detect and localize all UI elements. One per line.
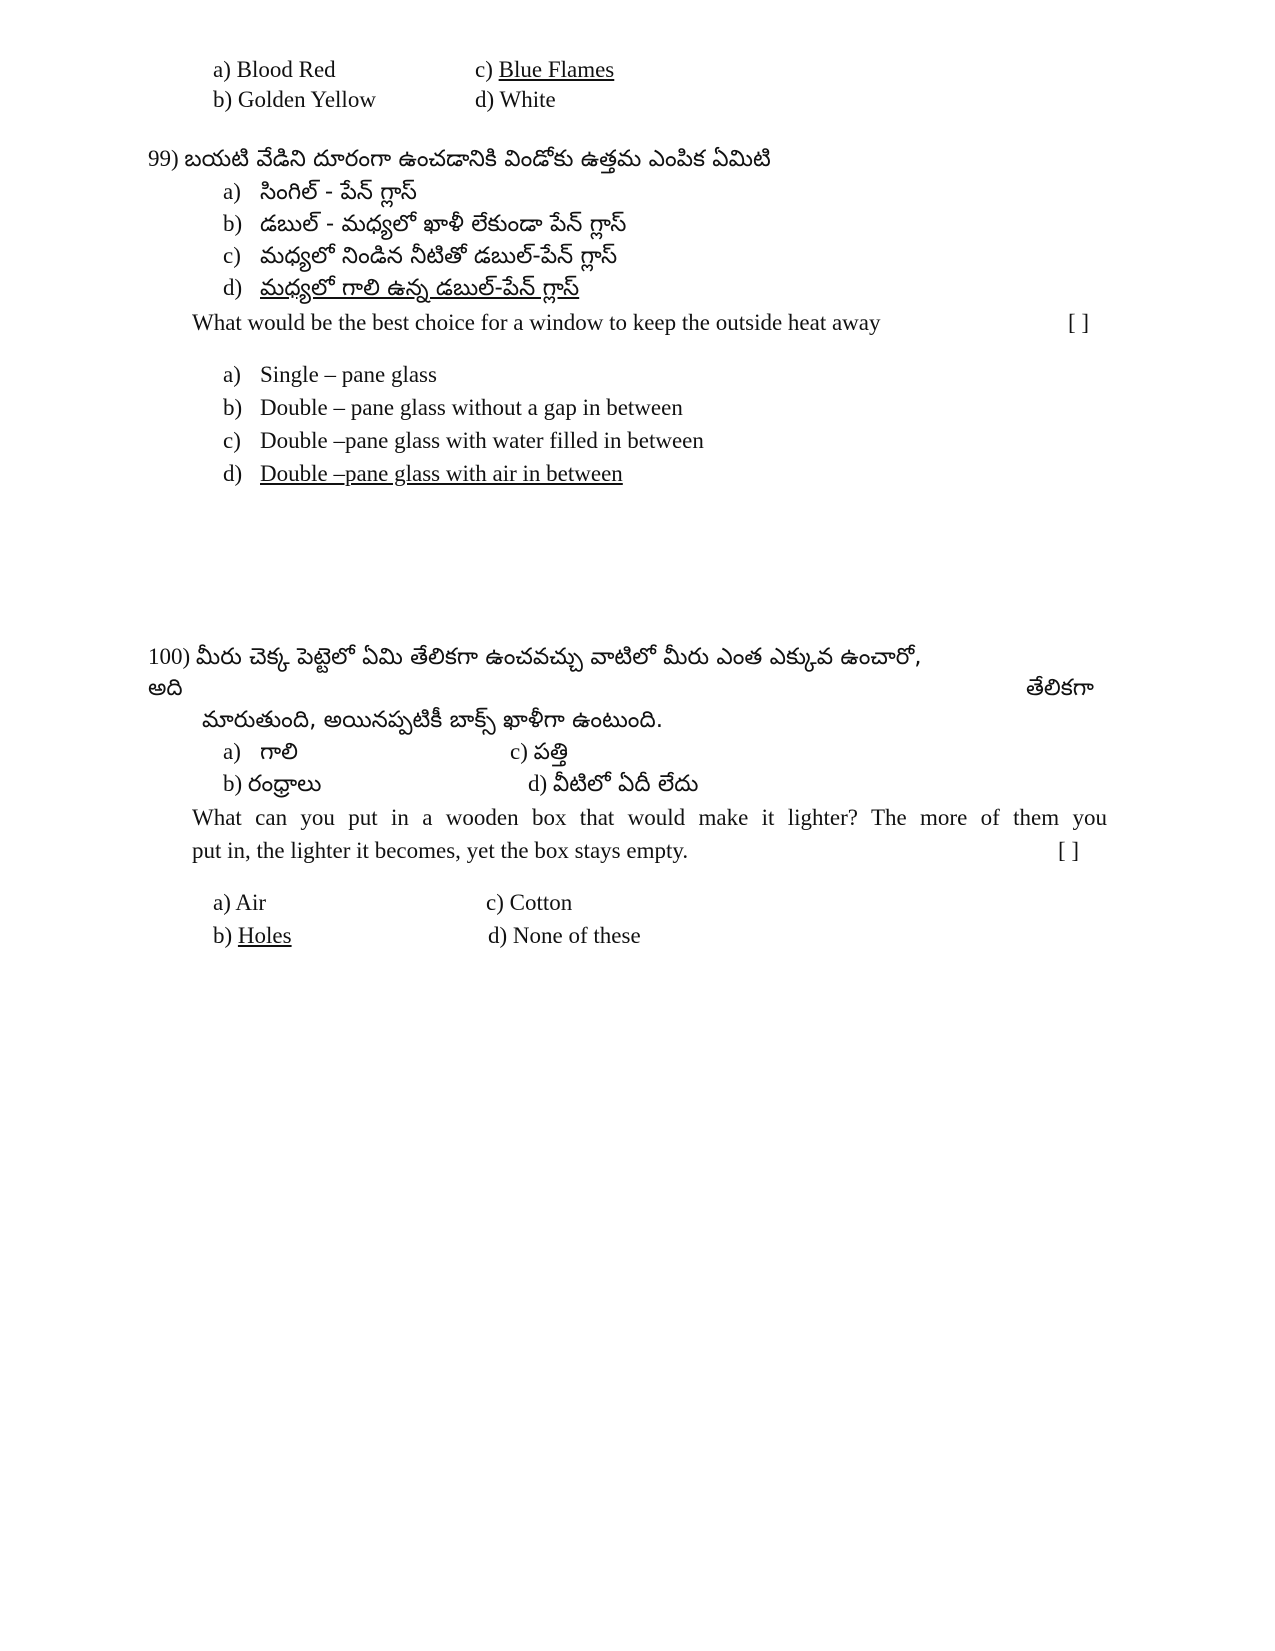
q99-telugu-question [148,144,771,174]
option-label: c) [223,243,241,268]
option-text: Single – pane glass [260,362,437,387]
question-text: బయటి వేడిని దూరంగా ఉంచడానికి విండోకు ఉత్తమ ఎంపిక ఏమిటి [184,146,771,172]
option-text: Cotton [509,890,573,915]
q99-english-option-c [223,426,704,456]
option-text-answer: మధ్యలో గాలి ఉన్న డబుల్-పేన్ గ్లాస్ [260,275,580,301]
q99-english-option-a [223,360,437,390]
option-label: b) [223,771,243,796]
option-label: a) [223,179,241,204]
q98-option-b [213,85,376,115]
q100-answer-bracket: [ ] [1058,838,1080,863]
option-label: a) [223,739,241,764]
q99-english-option-b [223,393,683,423]
q100-telugu-line3: మారుతుంది, అయినప్పటికీ బాక్స్ ఖాళీగా ఉంటుంది. [202,707,664,733]
option-text: Blood Red [236,57,336,82]
option-label: c) [486,890,504,915]
q100-telugu-option-b [223,769,321,799]
option-label: d) [223,461,243,486]
option-text: White [499,87,556,112]
option-label: a) [213,57,231,82]
q100-english-line2: put in, the lighter it becomes, yet the box stays empty. [192,838,689,863]
option-text: Air [235,890,267,915]
question-text: మీరు చెక్క పెట్టెలో ఏమి తేలికగా ఉంచవచ్చు వాటిలో మీరు ఎంత ఎక్కువ ఉంచారో, [195,644,922,670]
option-text: సింగిల్ - పేన్ గ్లాస్ [260,179,417,205]
option-text: None of these [512,923,641,948]
option-label: b) [213,923,233,948]
q100-telugu-option-d [528,769,698,799]
q99-telugu-option-c [223,241,617,271]
option-label: b) [223,211,243,236]
option-text: Golden Yellow [237,87,376,112]
question-number: 100) [148,644,191,669]
q100-english-option-b [213,921,292,951]
q99-telugu-option-b [223,209,626,239]
q100-english-line1: What can you put in a wooden box that would make it lighter? The more of them you [192,805,1107,830]
q99-answer-bracket: [ ] [1068,310,1090,335]
option-label: c) [510,739,528,764]
option-text: రంధ్రాలు [247,771,322,797]
q100-telugu-option-a [223,737,298,767]
q100-english-option-a [213,888,266,918]
option-text: మధ్యలో నిండిన నీటితో డబుల్-పేన్ గ్లాస్ [260,243,618,269]
option-label: d) [488,923,508,948]
q100-telugu-line2-left: అది [148,675,183,701]
option-text-answer: Blue Flames [498,57,615,82]
q99-telugu-option-a [223,177,417,207]
question-number: 99) [148,146,179,171]
option-text: డబుల్ - మధ్యలో ఖాళీ లేకుండా పేన్ గ్లాస్ [260,211,627,237]
option-label: d) [223,275,243,300]
q100-telugu-line1 [148,642,922,672]
option-text: పత్తి [533,739,568,765]
option-label: d) [475,87,495,112]
option-text-answer: Holes [237,923,292,948]
option-label: b) [223,395,243,420]
q98-option-c [475,55,614,85]
option-label: a) [223,362,241,387]
option-label: c) [223,428,241,453]
option-label: a) [213,890,231,915]
q99-english-question: What would be the best choice for a window to keep the outside heat away [192,310,881,335]
q100-english-option-c [486,888,572,918]
option-text-answer: Double –pane glass with air in between [260,461,623,486]
q100-english-option-d [488,921,641,951]
q99-english-option-d [223,459,623,489]
option-label: b) [213,87,233,112]
option-label: d) [528,771,548,796]
q100-telugu-line2-right: తేలికగా [1026,675,1094,701]
option-text: గాలి [260,739,299,765]
option-label: c) [475,57,493,82]
option-text: వీటిలో ఏదీ లేదు [552,771,699,797]
option-text: Double – pane glass without a gap in between [260,395,683,420]
option-text: Double –pane glass with water filled in between [260,428,704,453]
q99-telugu-option-d [223,273,579,303]
q98-option-a [213,55,336,85]
q98-option-d [475,85,556,115]
q100-telugu-option-c [510,737,568,767]
